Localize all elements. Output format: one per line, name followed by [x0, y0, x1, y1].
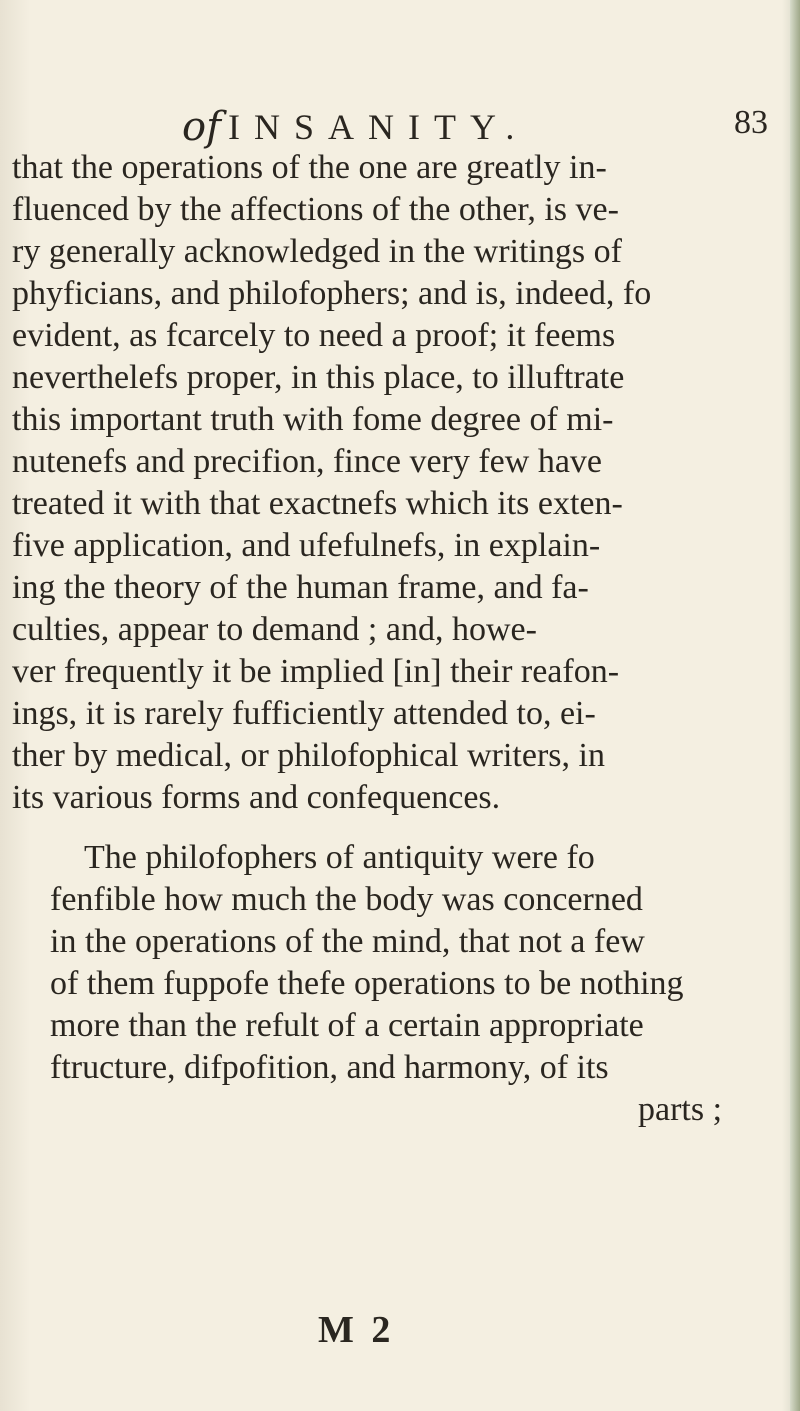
- text-line: phyficians, and philofophers; and is, indeed, fo: [12, 275, 652, 312]
- text-line: in the operations of the mind, that not a few: [50, 923, 645, 960]
- text-line: fenfible how much the body was concerned: [50, 881, 643, 918]
- page-edge: [790, 0, 800, 1411]
- text-line: of them fuppofe thefe operations to be nothing: [50, 965, 684, 1002]
- text-line: five application, and ufefulnefs, in explain-: [12, 527, 601, 564]
- text-line: ver frequently it be implied [in] their reafon-: [12, 653, 620, 690]
- text-line: nutenefs and precifion, fince very few have: [12, 443, 603, 480]
- text-line: ry generally acknowledged in the writings of: [12, 233, 622, 270]
- running-header: [0, 96, 800, 156]
- header-prefix: of: [182, 104, 221, 150]
- text-line: treated it with that exactnefs which its exten-: [12, 485, 623, 522]
- text-line: ftructure, difpofition, and harmony, of its: [50, 1049, 609, 1086]
- text-line: ings, it is rarely fufficiently attended to, ei-: [12, 695, 596, 732]
- text-line: ing the theory of the human frame, and fa-: [12, 569, 589, 606]
- page-number: 83: [734, 104, 768, 141]
- signature-mark: M 2: [318, 1309, 395, 1351]
- text-line: its various forms and confequences.: [12, 779, 501, 816]
- text-line: neverthelefs proper, in this place, to illuftrate: [12, 359, 625, 396]
- text-line: evident, as fcarcely to need a proof; it feems: [12, 317, 616, 354]
- header-title: INSANITY.: [228, 107, 529, 147]
- text-line: fluenced by the affections of the other, is ve-: [12, 191, 619, 228]
- text-line: that the operations of the one are greatly in-: [12, 149, 607, 186]
- text-line: culties, appear to demand ; and, howe-: [12, 611, 537, 648]
- catchword: parts ;: [638, 1091, 723, 1128]
- text-line: this important truth with fome degree of mi-: [12, 401, 614, 438]
- text-line: The philofophers of antiquity were fo: [84, 839, 595, 876]
- text-line: more than the refult of a certain appropriate: [50, 1007, 644, 1044]
- text-line: ther by medical, or philofophical writers, in: [12, 737, 605, 774]
